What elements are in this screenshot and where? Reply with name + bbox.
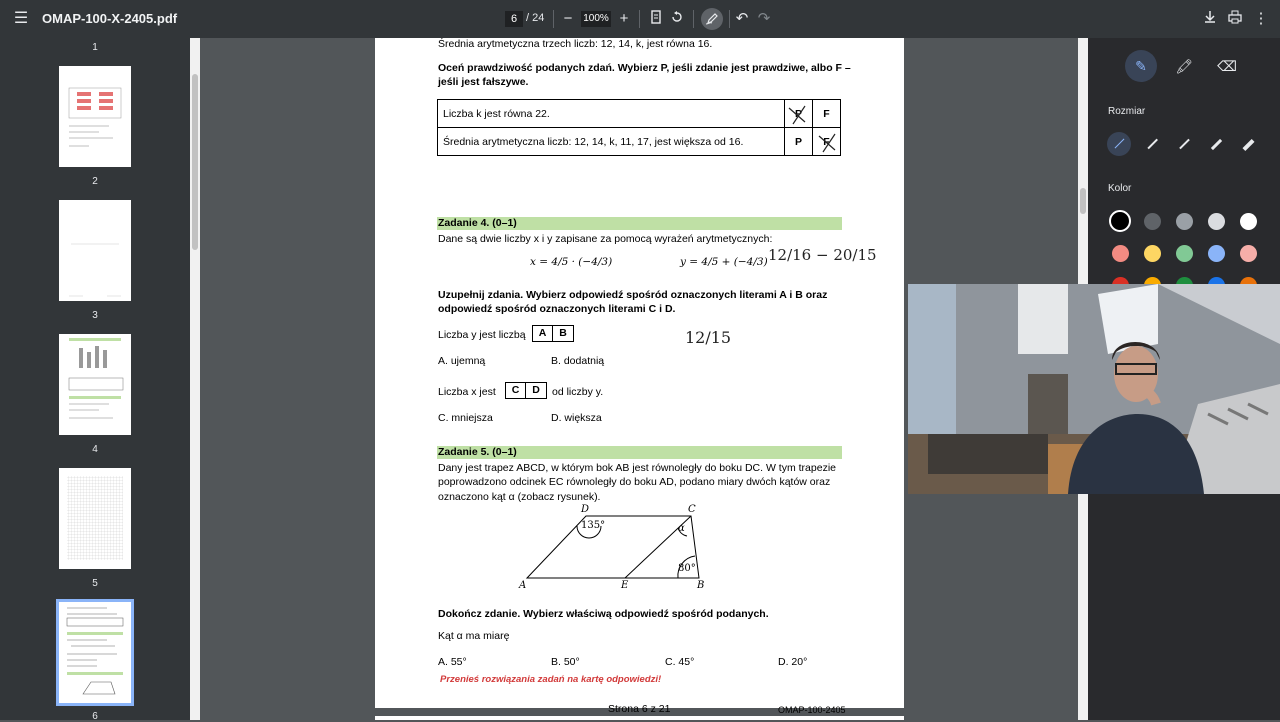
color-swatch[interactable] — [1240, 245, 1257, 262]
true-false-table — [437, 99, 841, 156]
task5-line-3: oznaczono kąt α (zobacz rysunek). — [438, 491, 601, 503]
task5-line-2: poprowadzono odcinek EC równoległy do boku AD, podano miary dwóch kątów oraz — [438, 476, 831, 488]
statement-cell: Liczba k jest równa 22. — [438, 100, 785, 128]
zoom-in-icon[interactable]: + — [619, 10, 629, 27]
thumb-number-2: 2 — [92, 176, 98, 187]
thumb-number-1: 1 — [92, 42, 98, 53]
task5-instruction: Dokończ zdanie. Wybierz właściwą odpowiedź spośród podanych. — [438, 608, 769, 620]
task5-option-d: D. 20° — [778, 656, 808, 668]
assess-instruction-1: Oceń prawdziwość podanych zdań. Wybierz P, jeśli zdanie jest prawdziwe, albo F – — [438, 62, 851, 74]
task5-line-1: Dany jest trapez ABCD, w którym bok AB jest równoległy do boku DC. W tym trapezie — [438, 462, 836, 474]
angle-alpha-label: α — [678, 523, 685, 534]
answer-f-cell[interactable]: F — [813, 128, 841, 156]
answer-box-ab — [532, 325, 574, 342]
task5-title: Zadanie 5. (0–1) — [437, 446, 842, 459]
next-pdf-page — [375, 716, 904, 720]
task4-y-expression: y = 4/5 + (−4/3) — [680, 256, 768, 268]
size-option-3[interactable] — [1172, 132, 1196, 156]
thumb-number-4: 4 — [92, 444, 98, 455]
task5-option-c: C. 45° — [665, 656, 695, 668]
task5-option-b: B. 50° — [551, 656, 580, 668]
answer-b[interactable]: B — [559, 327, 567, 339]
page-number-input[interactable]: 6 — [505, 11, 523, 27]
size-option-5[interactable] — [1236, 132, 1260, 156]
red-note: Przenieś rozwiązania zadań na kartę odpowiedzi! — [440, 674, 662, 685]
answer-d[interactable]: D — [532, 384, 540, 396]
print-icon[interactable] — [1226, 10, 1244, 28]
handwriting-fraction-2: 12/15 — [685, 328, 732, 347]
highlighter-icon[interactable]: 🖍 — [1175, 58, 1193, 74]
color-swatch[interactable] — [1109, 210, 1131, 232]
label-e: E — [621, 580, 629, 591]
more-vert-icon[interactable]: ⋮ — [1253, 10, 1269, 27]
size-label: Rozmiar — [1108, 106, 1146, 117]
webcam-video — [908, 284, 1280, 494]
thumbnail-page-2[interactable] — [59, 66, 131, 167]
rotate-icon[interactable] — [668, 10, 686, 28]
color-swatch[interactable] — [1144, 213, 1161, 230]
size-option-4[interactable] — [1204, 132, 1228, 156]
color-swatch[interactable] — [1112, 245, 1129, 262]
task4-question-1: Liczba y jest liczbą — [438, 329, 526, 341]
redo-icon[interactable]: ↷ — [757, 10, 771, 27]
page-total: / 24 — [526, 12, 545, 24]
pdf-page — [375, 38, 904, 715]
table-row — [438, 128, 841, 156]
top-toolbar — [0, 0, 1280, 38]
color-swatch[interactable] — [1176, 213, 1193, 230]
color-swatch[interactable] — [1208, 213, 1225, 230]
option-a: A. ujemną — [438, 355, 486, 367]
task5-option-a: A. 55° — [438, 656, 467, 668]
color-swatch[interactable] — [1240, 213, 1257, 230]
size-option-2[interactable] — [1140, 132, 1164, 156]
label-d: D — [581, 504, 590, 515]
zoom-out-icon[interactable]: − — [563, 10, 573, 27]
task4-intro: Dane są dwie liczby x i y zapisane za pomocą wyrażeń arytmetycznych: — [438, 233, 773, 245]
webcam-overlay — [908, 284, 1280, 494]
color-label: Kolor — [1108, 183, 1132, 194]
scrollbar-thumb[interactable] — [192, 74, 198, 250]
label-a: A — [519, 580, 527, 591]
handwritten-marks — [785, 98, 845, 158]
answer-p-cell[interactable]: P — [785, 128, 813, 156]
label-c: C — [688, 504, 696, 515]
table-row — [438, 100, 841, 128]
task4-question-2-tail: od liczby y. — [552, 386, 604, 398]
option-b: B. dodatnią — [551, 355, 605, 367]
thumb-number-3: 3 — [92, 310, 98, 321]
answer-c[interactable]: C — [506, 383, 526, 398]
menu-icon[interactable]: ☰ — [13, 10, 29, 27]
statement-cell: Średnia arytmetyczna liczb: 12, 14, k, 11, 17, jest większa od 16. — [438, 128, 785, 156]
thumbnail-sidebar — [0, 38, 190, 720]
task4-x-expression: x = 4/5 · (−4/3) — [530, 256, 613, 268]
download-icon[interactable] — [1201, 10, 1219, 28]
page-footer-number: Strona 6 z 21 — [608, 703, 671, 715]
scrollbar-thumb[interactable] — [1080, 188, 1086, 214]
document-title: OMAP-100-X-2405.pdf — [42, 11, 178, 26]
thumbnail-page-6[interactable] — [59, 602, 131, 703]
sidebar-scrollbar[interactable] — [190, 38, 200, 720]
thumbnail-page-5[interactable] — [59, 468, 131, 569]
answer-box-cd — [505, 382, 547, 399]
size-option-1[interactable] — [1107, 132, 1131, 156]
color-swatch[interactable] — [1208, 245, 1225, 262]
label-b: B — [697, 580, 705, 591]
thumb-number-6: 6 — [92, 711, 98, 722]
thumbnail-page-3[interactable] — [59, 200, 131, 301]
task4-instruction-2: odpowiedź spośród oznaczonych literami C i D. — [438, 303, 676, 315]
task4-title: Zadanie 4. (0–1) — [437, 217, 842, 230]
divider — [553, 10, 554, 28]
angle-d-label: 135° — [581, 520, 606, 531]
angle-b-label: 80° — [678, 563, 696, 574]
color-swatch[interactable] — [1144, 245, 1161, 262]
thumbnail-page-4[interactable] — [59, 334, 131, 435]
trapezoid-figure — [515, 502, 715, 592]
thumb-number-5: 5 — [92, 578, 98, 589]
divider — [639, 10, 640, 28]
divider — [729, 10, 730, 28]
divider — [693, 10, 694, 28]
zoom-input[interactable]: 100% — [581, 11, 611, 27]
answer-a[interactable]: A — [533, 326, 553, 341]
answer-f-cell[interactable]: F — [813, 100, 841, 128]
answer-p-cell[interactable]: P — [785, 100, 813, 128]
page-footer-code: OMAP-100-2405 — [778, 705, 846, 715]
annotate-button[interactable] — [701, 8, 723, 30]
undo-icon[interactable]: ↶ — [735, 10, 749, 27]
task4-instruction-1: Uzupełnij zdania. Wybierz odpowiedź spośród oznaczonych literami A i B oraz — [438, 289, 828, 301]
assess-instruction-2: jeśli jest fałszywe. — [438, 76, 529, 88]
annotate-pen-icon — [701, 8, 723, 30]
color-swatch[interactable] — [1176, 245, 1193, 262]
option-c: C. mniejsza — [438, 412, 493, 424]
handwriting-fraction-1: 12/16 − 20/15 — [768, 246, 877, 264]
option-d: D. większa — [551, 412, 602, 424]
pen-icon[interactable]: ✎ — [1125, 50, 1157, 82]
mean-statement: Średnia arytmetyczna trzech liczb: 12, 14, k, jest równa 16. — [438, 38, 713, 50]
eraser-icon[interactable]: ⌫ — [1217, 58, 1237, 74]
task4-question-2: Liczba x jest — [438, 386, 496, 398]
task5-question: Kąt α ma miarę — [438, 630, 510, 642]
fit-page-icon[interactable] — [647, 10, 665, 28]
